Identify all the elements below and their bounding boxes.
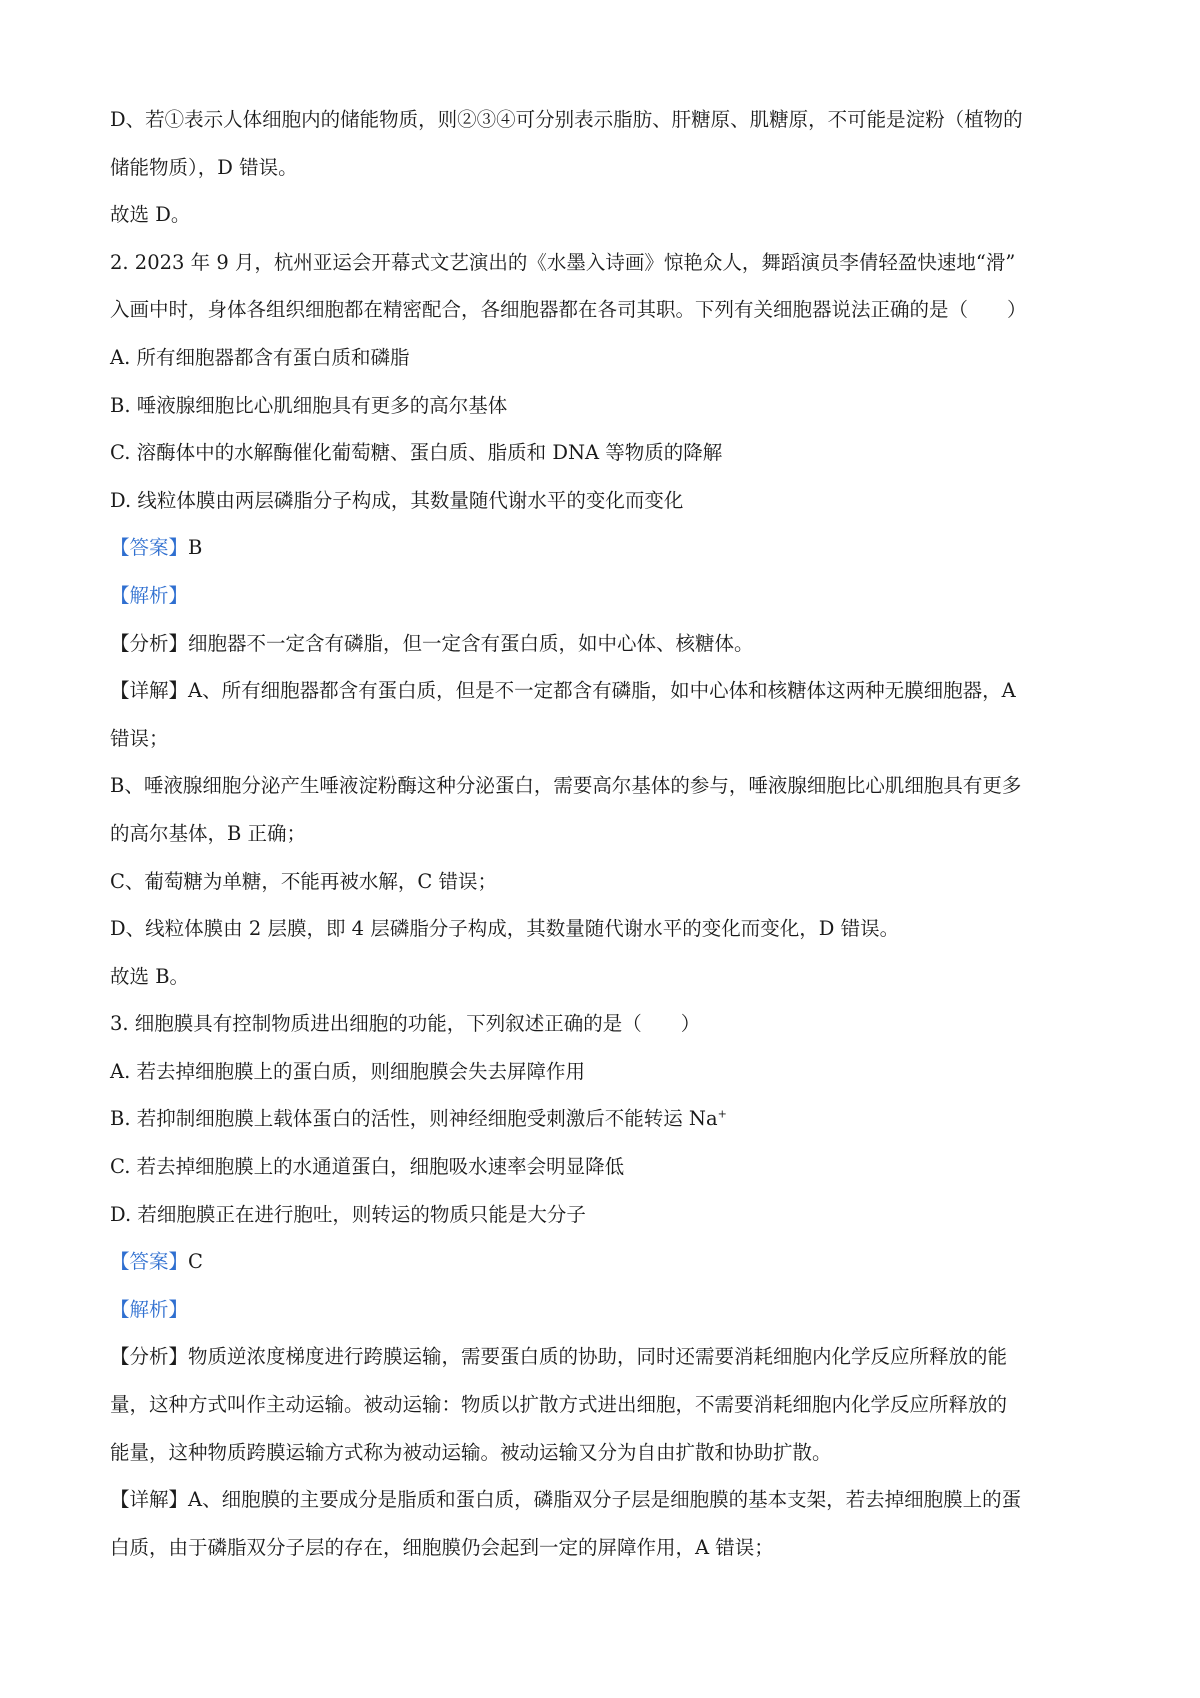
q2-analysis-tag: 【解析】 bbox=[110, 583, 189, 607]
q3-detail-a-line1 bbox=[110, 1476, 1100, 1524]
q2-conclusion: 故选 B。 bbox=[110, 964, 190, 988]
prev-option-d-explanation-line2: 储能物质），D 错误。 bbox=[110, 155, 298, 179]
q2-option-c: C. 溶酶体中的水解酶催化葡萄糖、蛋白质、脂质和 DNA 等物质的降解 bbox=[110, 441, 723, 465]
prev-option-d-explanation-line1: D、若①表示人体细胞内的储能物质，则②③④可分别表示脂肪、肝糖原、肌糖原，不可能是淀粉（植物的 bbox=[110, 108, 1023, 131]
q3-analysis-text: 物质逆浓度梯度进行跨膜运输，需要蛋白质的协助，同时还需要消耗细胞内化学反应所释放的能 bbox=[188, 1345, 1008, 1369]
q3-answer-tag: 【答案】 bbox=[110, 1250, 189, 1274]
q3-answer-line bbox=[110, 1238, 1100, 1286]
q3-stem: 3. 细胞膜具有控制物质进出细胞的功能，下列叙述正确的是（ ） bbox=[110, 1012, 701, 1036]
q3-option-b-text: B. 若抑制细胞膜上载体蛋白的活性，则神经细胞受刺激后不能转运 Na bbox=[110, 1107, 718, 1131]
q2-detail-b-line2: 的高尔基体，B 正确； bbox=[110, 821, 307, 845]
q2-analysis-text: 细胞器不一定含有磷脂，但一定含有蛋白质，如中心体、核糖体。 bbox=[188, 631, 754, 655]
q2-detail-b-line1: B、唾液腺细胞分泌产生唾液淀粉酶这种分泌蛋白，需要高尔基体的参与，唾液腺细胞比心肌细胞具有更多 bbox=[110, 774, 1022, 798]
q2-answer-line bbox=[110, 524, 1100, 572]
q3-analysis-line2: 量，这种方式叫作主动运输。被动运输：物质以扩散方式进出细胞，不需要消耗细胞内化学反应所释放的 bbox=[110, 1393, 1008, 1417]
q3-detail-a-line2: 白质，由于磷脂双分子层的存在，细胞膜仍会起到一定的屏障作用，A 错误； bbox=[110, 1535, 774, 1559]
q2-answer: B bbox=[188, 536, 203, 560]
q2-detail-a-line1 bbox=[110, 667, 1100, 715]
q3-analysis-tag: 【解析】 bbox=[110, 1297, 189, 1321]
q3-option-a: A. 若去掉细胞膜上的蛋白质，则细胞膜会失去屏障作用 bbox=[110, 1059, 585, 1083]
q3-option-b bbox=[110, 1095, 1100, 1143]
q2-detail-label: 【详解】 bbox=[110, 679, 189, 703]
q2-stem-line2: 入画中时，身体各组织细胞都在精密配合，各细胞器都在各司其职。下列有关细胞器说法正确的是（ ） bbox=[110, 298, 1027, 322]
sodium-charge-superscript: + bbox=[717, 1107, 727, 1121]
q3-detail-a-text: A、细胞膜的主要成分是脂质和蛋白质，磷脂双分子层是细胞膜的基本支架，若去掉细胞膜上的蛋 bbox=[188, 1488, 1022, 1512]
q2-option-d: D. 线粒体膜由两层磷脂分子构成，其数量随代谢水平的变化而变化 bbox=[110, 488, 684, 512]
q2-option-b: B. 唾液腺细胞比心肌细胞具有更多的高尔基体 bbox=[110, 393, 508, 417]
q2-option-a: A. 所有细胞器都含有蛋白质和磷脂 bbox=[110, 345, 410, 369]
document-page bbox=[110, 96, 1100, 1571]
q2-analysis-line bbox=[110, 620, 1100, 668]
prev-conclusion: 故选 D。 bbox=[110, 203, 191, 227]
q3-option-c: C. 若去掉细胞膜上的水通道蛋白，细胞吸水速率会明显降低 bbox=[110, 1155, 625, 1179]
q2-detail-c: C、葡萄糖为单糖，不能再被水解，C 错误； bbox=[110, 869, 498, 893]
q3-answer: C bbox=[188, 1250, 203, 1274]
q2-detail-a-line2: 错误； bbox=[110, 726, 169, 750]
q3-analysis-line3: 能量，这种物质跨膜运输方式称为被动运输。被动运输又分为自由扩散和协助扩散。 bbox=[110, 1440, 832, 1464]
q3-analysis-label: 【分析】 bbox=[110, 1345, 189, 1369]
q2-answer-tag: 【答案】 bbox=[110, 536, 189, 560]
q3-detail-label: 【详解】 bbox=[110, 1488, 189, 1512]
q3-analysis-line1 bbox=[110, 1333, 1100, 1381]
q2-stem-line1: 2. 2023 年 9 月，杭州亚运会开幕式文艺演出的《水墨入诗画》惊艳众人，舞蹈演员李倩轻盈快速地“滑” bbox=[110, 250, 1016, 274]
q2-detail-d: D、线粒体膜由 2 层膜，即 4 层磷脂分子构成，其数量随代谢水平的变化而变化，D 错误。 bbox=[110, 917, 900, 941]
q2-analysis-label: 【分析】 bbox=[110, 631, 189, 655]
q3-option-d: D. 若细胞膜正在进行胞吐，则转运的物质只能是大分子 bbox=[110, 1202, 586, 1226]
q2-detail-a-text: A、所有细胞器都含有蛋白质，但是不一定都含有磷脂，如中心体和核糖体这两种无膜细胞器，A bbox=[188, 679, 1016, 703]
